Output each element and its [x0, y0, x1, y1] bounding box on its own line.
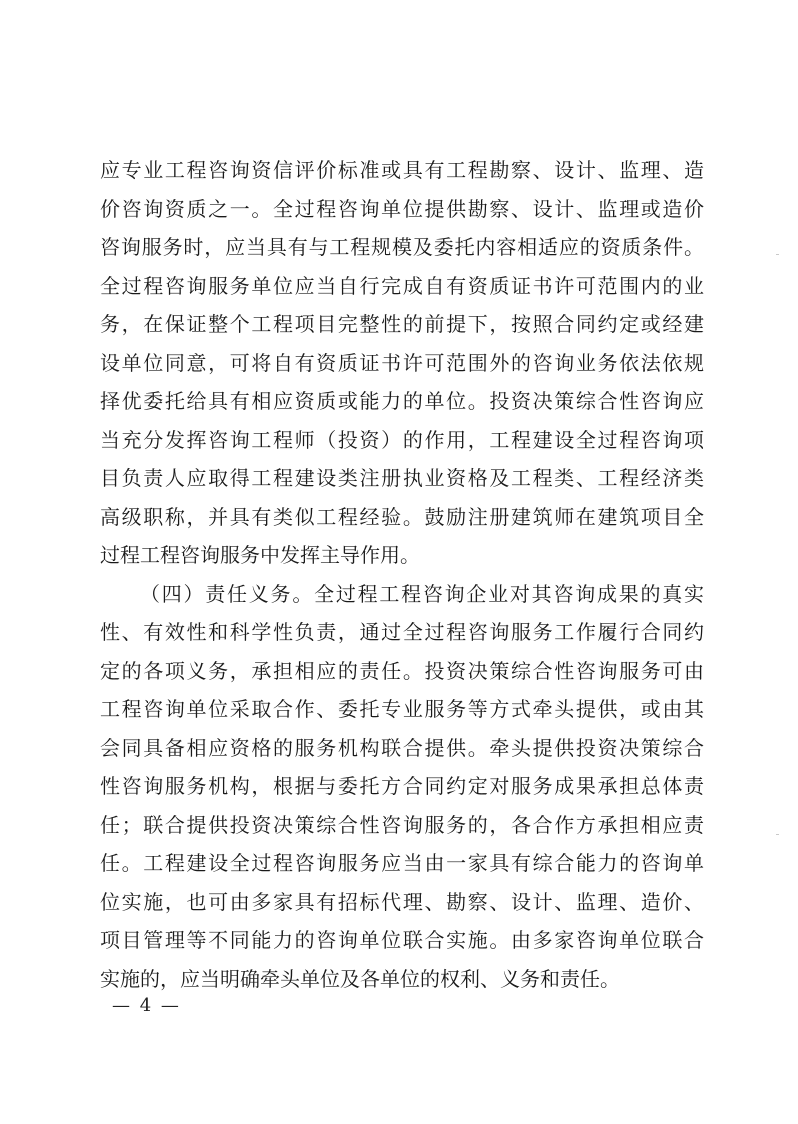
page-number: — 4 —: [112, 995, 181, 1016]
scan-speck: [776, 834, 779, 835]
text-line: 应专业工程咨询资信评价标准或具有工程勘察、设计、监理、造: [100, 158, 704, 182]
scan-speck: [776, 254, 779, 255]
text-line: 任。工程建设全过程咨询服务应当由一家具有综合能力的咨询单: [100, 851, 704, 875]
text-line: 全过程咨询服务单位应当自行完成自有资质证书许可范围内的业: [100, 273, 704, 298]
text-line: 位实施，也可由多家具有招标代理、勘察、设计、监理、造价、: [100, 889, 704, 914]
text-line: 择优委托给具有相应资质或能力的单位。投资决策综合性咨询应: [100, 389, 704, 413]
text-line: 任；联合提供投资决策综合性咨询服务的，各合作方承担相应责: [100, 812, 704, 837]
text-line: 务，在保证整个工程项目完整性的前提下，按照合同约定或经建: [100, 312, 704, 336]
text-line: 咨询服务时，应当具有与工程规模及委托内容相适应的资质条件。: [100, 235, 704, 259]
text-line: 高级职称，并具有类似工程经验。鼓励注册建筑师在建筑项目全: [100, 504, 704, 529]
text-line: 价咨询资质之一。全过程咨询单位提供勘察、设计、监理或造价: [100, 196, 704, 221]
text-line: 项目管理等不同能力的咨询单位联合实施。由多家咨询单位联合: [100, 928, 704, 952]
text-line: 工程咨询单位采取合作、委托专业服务等方式牵头提供，或由其: [100, 697, 704, 721]
section-heading-line: （四）责任义务。全过程工程咨询企业对其咨询成果的真实: [140, 581, 704, 606]
text-line: 定的各项义务，承担相应的责任。投资决策综合性咨询服务可由: [100, 658, 704, 683]
text-line: 实施的，应当明确牵头单位及各单位的权利、义务和责任。: [100, 966, 620, 991]
text-line: 性咨询服务机构，根据与委托方合同约定对服务成果承担总体责: [100, 774, 704, 798]
text-line: 设单位同意，可将自有资质证书许可范围外的咨询业务依法依规: [100, 350, 704, 375]
text-line: 性、有效性和科学性负责，通过全过程咨询服务工作履行合同约: [100, 620, 704, 644]
text-line: 当充分发挥咨询工程师（投资）的作用，工程建设全过程咨询项: [100, 427, 704, 452]
text-line: 会同具备相应资格的服务机构联合提供。牵头提供投资决策综合: [100, 735, 704, 760]
text-line: 目负责人应取得工程建设类注册执业资格及工程类、工程经济类: [100, 466, 704, 490]
text-line: 过程工程咨询服务中发挥主导作用。: [100, 543, 420, 567]
body-text: [100, 151, 704, 998]
